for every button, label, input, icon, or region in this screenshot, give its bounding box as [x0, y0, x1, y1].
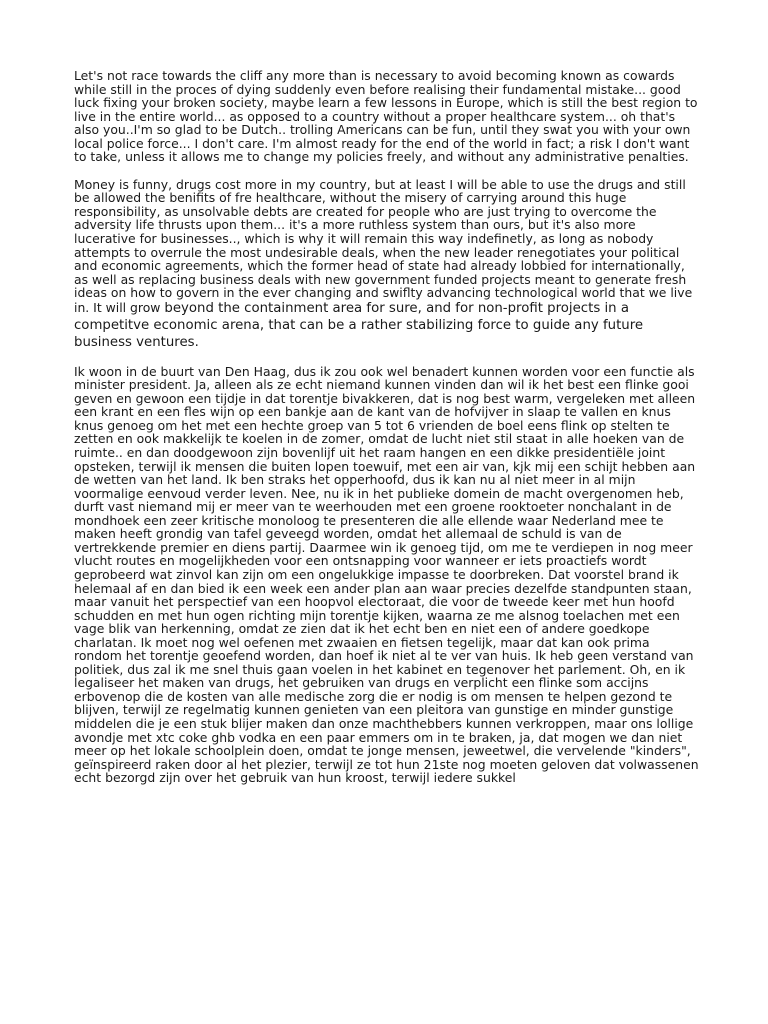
paragraph-2-text: Money is funny, drugs cost more in my country, but at least I will be able to use the drugs and still be allowed the benifits of fre healthcare, without the misery of carrying around this huge responsibility, as unsolvable debts are created for people who are just trying to overcome the adversity life thrusts upon them... it's a more ruthless system than ours, but it's also more lucerative for businesses.., which is why it will remain this way indefinetly, as long as nobody attempts to overrule the most undesirable deals, when the new leader renegotiates your political and economic agreements, which the former head of state had already lobbied for internationally, as well as replacing business deals with new government funded projects meant to generate fresh ideas on how to govern in the ever changing and swiflty advancing technological world that we live in. It will grow: [74, 176, 693, 315]
paragraph-1: Let's not race towards the cliff any more than is necessary to avoid becoming known as cowards while still in the proces of dying suddenly even before realising their fundamental mistake... good luck fixing your broken society, maybe learn a few lessons in Europe, which is still the best region to live in the entire world... as opposed to a country without a proper healthcare system... oh that's also you..I'm so glad to be Dutch.. trolling Americans can be fun, until they swat you with your own local police force... I don't care. I'm almost ready for the end of the world in fact; a risk I don't want to take, unless it allows me to change my policies freely, and without any administrative penalties.: [74, 68, 698, 165]
paragraph-3: Ik woon in de buurt van Den Haag, dus ik zou ook wel benadert kunnen worden voor een functie als minister president. Ja, alleen als ze echt niemand kunnen vinden dan wil ik het best een flinke gooi geven en gewoon een tijdje in dat torentje bivakkeren, dat is nog best warm, vergeleken met alleen een krant en een fles wijn op een bankje aan de kant van de hofvijver in slaap te vallen en knus knus genoeg om het met een hechte groep van 5 tot 6 vrienden de boel eens flink op stelten te zetten en ook makkelijk te koelen in de zomer, omdat de lucht niet stil staat in alle hoeken van de ruimte.. en dan doodgewoon zijn bovenlijf uit het raam hangen en een dikke presidentiële joint opsteken, terwijl ik mensen die buiten lopen toewuif, met een air van, kjk mij een schijt hebben aan de wetten van het land. Ik ben straks het opperhoofd, dus ik kan nu al niet meer in al mijn voormalige eenvoud verder leven. Nee, nu ik in het publieke domein de macht overgenomen heb, durft vast niemand mij er meer van te weerhouden met een groene rooktoeter nonchalant in de mondhoek een zeer kritische monoloog te presenteren die alle ellende waar Nederland mee te maken heeft grondig van tafel geveegd worden, omdat het allemaal de schuld is van de vertrekkende premier en diens partij. Daarmee win ik genoeg tijd, om me te verdiepen in nog meer vlucht routes en mogelijkheden voor een ontsnapping voor wanneer er iets proactiefs wordt geprobeerd wat zinvol kan zijn om een ongelukkige impasse te doorbreken. Dat voorstel brand ik helemaal af en dan bied ik een week een ander plan aan waar precies dezelfde standpunten staan, maar vanuit het perspectief van een hoopvol electoraat, die voor de tweede keer met hun hoofd schudden en met hun ogen richting mijn torentje kijken, waarna ze me alsnog toelachen met een vage blik van herkenning, omdat ze zien dat ik het echt ben en niet een of andere goedkope charlatan. Ik moet nog wel oefenen met zwaaien en fietsen tegelijk, maar dat kan ook prima rondom het torentje geoefend worden, dan hoef ik niet al te ver van huis. Ik heb geen verstand van politiek, dus zal ik me snel thuis gaan voelen in het kabinet en tegenover het parlement. Oh, en ik legaliseer het maken van drugs, het gebruiken van drugs en verplicht een flinke som accijns erbovenop die de kosten van alle medische zorg die er nodig is om mensen te helpen gezond te blijven, terwijl ze regelmatig kunnen genieten van een pleitora van gunstige en minder gunstige middelen die je een stuk blijer maken dan onze machthebbers kunnen verkroppen, maar ons lollige avondje met xtc coke ghb vodka en een paar emmers om in te braken, ja, dat mogen we dan niet meer op het lokale schoolplein doen, omdat te jonge mensen, jeweetwel, die vervelende "kinders", geïnspireerd raken door al het plezier, terwijl ze tot hun 21ste nog moeten geloven dat volwassenen echt bezorgd zijn over het gebruik van hun kroost, terwijl iedere sukkel: [74, 363, 699, 786]
document-page: [74, 69, 700, 799]
paragraph-2: [74, 178, 700, 351]
paragraph-2-large-text: beyond the containment area for sure, and for non-profit projects in a competitve economic arena, that can be a rather stabilizing force to guide any future business ventures.: [74, 300, 644, 350]
